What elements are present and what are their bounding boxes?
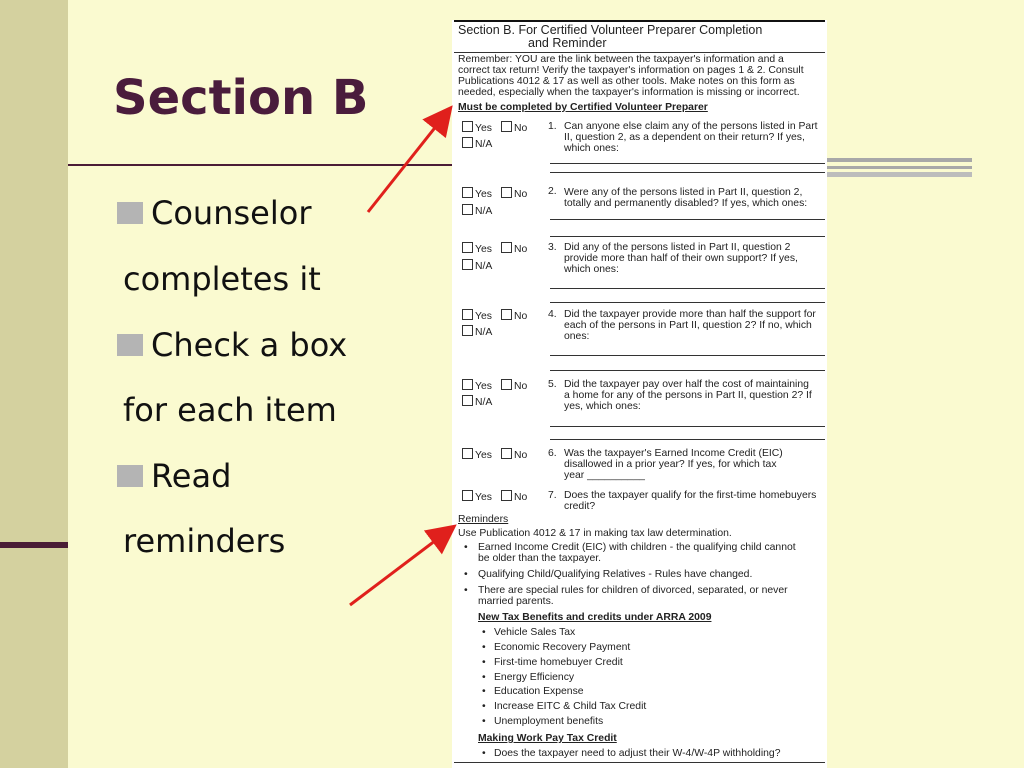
na-checkbox[interactable] bbox=[462, 259, 473, 270]
no-checkbox[interactable] bbox=[501, 379, 512, 390]
remember-line-3: Publications 4012 & 17 as well as other tools. Make notes on this form as bbox=[458, 76, 795, 87]
no-checkbox[interactable] bbox=[501, 448, 512, 459]
na-checkbox[interactable] bbox=[462, 137, 473, 148]
yes-label: Yes bbox=[475, 189, 492, 200]
form-top-rule bbox=[454, 20, 825, 22]
no-label: No bbox=[514, 311, 528, 322]
bullet-2-line-2: for each item bbox=[123, 391, 337, 429]
question-1-line-2: II, question 2, as a dependent on their return? If yes, bbox=[564, 132, 805, 143]
na-label: N/A bbox=[475, 327, 493, 338]
arra-item: Unemployment benefits bbox=[494, 716, 604, 727]
reminder-2-line-1: Qualifying Child/Qualifying Relatives - Rules have changed. bbox=[478, 569, 753, 580]
answer-line[interactable] bbox=[550, 288, 825, 289]
no-checkbox[interactable] bbox=[501, 242, 512, 253]
question-1-line-3: which ones: bbox=[564, 143, 619, 154]
yes-label: Yes bbox=[475, 123, 492, 134]
bullet-square-icon bbox=[117, 465, 143, 487]
answer-line[interactable] bbox=[550, 370, 825, 371]
question-7-line-1: Does the taxpayer qualify for the first-time homebuyers bbox=[564, 490, 817, 501]
title-divider bbox=[68, 164, 453, 166]
arra-item: Vehicle Sales Tax bbox=[494, 627, 576, 638]
no-checkbox[interactable] bbox=[501, 121, 512, 132]
bullet-1-line-1: Counselor bbox=[151, 194, 312, 232]
question-3-line-2: provide more than half of their own support? If yes, bbox=[564, 253, 798, 264]
question-5-line-1: Did the taxpayer pay over half the cost of maintaining bbox=[564, 379, 809, 390]
question-2-line-1: Were any of the persons listed in Part II, question 2, bbox=[564, 187, 803, 198]
no-checkbox[interactable] bbox=[501, 490, 512, 501]
na-label: N/A bbox=[475, 139, 493, 150]
na-checkbox[interactable] bbox=[462, 325, 473, 336]
bullet-square-icon bbox=[117, 334, 143, 356]
bullet-square-icon bbox=[117, 202, 143, 224]
answer-line[interactable] bbox=[550, 355, 825, 356]
mwp-heading: Making Work Pay Tax Credit bbox=[478, 733, 617, 744]
reminder-1-line-2: be older than the taxpayer. bbox=[478, 553, 602, 564]
arrow-to-must-complete-icon bbox=[368, 110, 449, 212]
question-4-line-1: Did the taxpayer provide more than half the support for bbox=[564, 309, 816, 320]
yes-checkbox[interactable] bbox=[462, 490, 473, 501]
slide-title: Section B bbox=[113, 70, 369, 126]
no-label: No bbox=[514, 123, 528, 134]
form-header-line-1: Section B. For Certified Volunteer Preparer Completion bbox=[458, 23, 763, 37]
answer-line[interactable] bbox=[550, 302, 825, 303]
arrow-to-reminders-icon bbox=[350, 528, 452, 605]
form-header-line-2: and Reminder bbox=[528, 36, 607, 50]
question-number: 6. bbox=[548, 448, 557, 459]
question-3-line-3: which ones: bbox=[564, 264, 619, 275]
reminders-intro: Use Publication 4012 & 17 in making tax law determination. bbox=[458, 528, 732, 539]
answer-line[interactable] bbox=[550, 236, 825, 237]
yes-label: Yes bbox=[475, 244, 492, 255]
no-label: No bbox=[514, 492, 528, 503]
question-number: 7. bbox=[548, 490, 557, 501]
yes-label: Yes bbox=[475, 492, 492, 503]
yes-label: Yes bbox=[475, 381, 492, 392]
question-4-line-2: each of the persons in Part II, question 2? If no, which bbox=[564, 320, 812, 331]
bullet-2-line-1: Check a box bbox=[151, 326, 348, 364]
question-number: 1. bbox=[548, 121, 557, 132]
question-6-line-1: Was the taxpayer's Earned Income Credit (EIC) bbox=[564, 448, 783, 459]
bullet-dot: • bbox=[464, 569, 468, 580]
no-checkbox[interactable] bbox=[501, 187, 512, 198]
na-checkbox[interactable] bbox=[462, 395, 473, 406]
arra-item: Economic Recovery Payment bbox=[494, 642, 631, 653]
mwp-item: Does the taxpayer need to adjust their W-4/W-4P withholding? bbox=[494, 748, 781, 759]
bullet-3-line-2: reminders bbox=[123, 522, 286, 560]
answer-line[interactable] bbox=[550, 172, 825, 173]
reminder-3-line-2: married parents. bbox=[478, 596, 554, 607]
yes-checkbox[interactable] bbox=[462, 121, 473, 132]
question-number: 5. bbox=[548, 379, 557, 390]
bullet-dot: • bbox=[464, 585, 468, 596]
no-checkbox[interactable] bbox=[501, 309, 512, 320]
yes-checkbox[interactable] bbox=[462, 242, 473, 253]
question-3-line-1: Did any of the persons listed in Part II, question 2 bbox=[564, 242, 791, 253]
question-6-line-3: year __________ bbox=[564, 470, 645, 481]
na-checkbox[interactable] bbox=[462, 204, 473, 215]
decorative-stripe bbox=[826, 172, 972, 177]
left-accent-line bbox=[0, 542, 68, 548]
yes-checkbox[interactable] bbox=[462, 448, 473, 459]
question-6-line-2: disallowed in a prior year? If yes, for which tax bbox=[564, 459, 777, 470]
must-be-completed-label: Must be completed by Certified Volunteer Preparer bbox=[458, 102, 708, 113]
arra-item: Energy Efficiency bbox=[494, 672, 575, 683]
answer-line[interactable] bbox=[550, 439, 825, 440]
question-4-line-3: ones: bbox=[564, 331, 590, 342]
question-7-line-2: credit? bbox=[564, 501, 596, 512]
answer-line[interactable] bbox=[550, 163, 825, 164]
question-1-line-1: Can anyone else claim any of the persons listed in Part bbox=[564, 121, 818, 132]
yes-checkbox[interactable] bbox=[462, 187, 473, 198]
question-number: 4. bbox=[548, 309, 557, 320]
form-header-rule bbox=[454, 52, 825, 53]
yes-checkbox[interactable] bbox=[462, 379, 473, 390]
remember-line-4: needed, especially when the taxpayer's information is missing or incorrect. bbox=[458, 87, 800, 98]
decorative-stripe bbox=[826, 166, 972, 169]
reminders-heading: Reminders bbox=[458, 514, 509, 525]
question-5-line-3: yes, which ones: bbox=[564, 401, 641, 412]
arra-heading: New Tax Benefits and credits under ARRA 2009 bbox=[478, 612, 712, 623]
no-label: No bbox=[514, 381, 528, 392]
arra-item: Increase EITC & Child Tax Credit bbox=[494, 701, 647, 712]
question-5-line-2: a home for any of the persons in Part II, question 2? If bbox=[564, 390, 812, 401]
remember-line-1: Remember: YOU are the link between the taxpayer's information and a bbox=[458, 54, 784, 65]
answer-line[interactable] bbox=[550, 426, 825, 427]
bullet-3-line-1: Read bbox=[151, 457, 232, 495]
question-number: 2. bbox=[548, 186, 557, 197]
question-2-line-2: totally and permanently disabled? If yes, which ones: bbox=[564, 198, 808, 209]
form-bottom-rule bbox=[454, 762, 825, 763]
form-section-b-image: Section B. For Certified Volunteer Preparer Completion and Reminder Remember: YOU are the link between the taxpayer's information and a correct tax return! Verify the taxpayer's information on pages 1 & 2. Consult Publications 4012 & 17 as well as other tools. Make notes on this form as needed, especially when the taxpayer's information is missing or incorrect. Must be completed by Certified Volunteer Preparer Yes No N/A 1. Can anyone else claim any of the persons listed in Part II, question 2, as a dependent on their return? If yes, which ones: Yes No N/A 2. Were any of the persons listed in Part II, question 2, totally and permanently disabled? If yes, which ones: Yes No N/A 3. Did any of the persons listed in Part II, question 2 provide more than half of their own support? If yes, which ones: Yes No N/A 4. Did the taxpayer provide more than half the support for each of the persons in Part II, question 2? If no, which ones: Yes No N/A 5. Did the taxpayer pay over half the cost of maintaining a home for any of the persons in Part II, question 2? If yes, which ones: Yes No 6. Was the taxpayer's Earned Income Credit (EIC) disallowed in a prior year? If yes, for which tax year __________ Yes No 7. Does the taxpayer qualify for the first-time homebuyers credit? Reminders Use Publication 4012 & 17 in making tax law determination. • Earned Income Credit (EIC) with children - the qualifying child cannot be older than the taxpayer. • Qualifying Child/Qualifying Relatives - Rules have changed. • There are special rules for children of divorced, separated, or never married parents. New Tax Benefits and credits under ARRA 2009 • Vehicle Sales Tax • Economic Recovery Payment • First-time homebuyer Credit • Energy Efficiency • Education Expense • Increase EITC & Child Tax Credit • Unemployment benefits Making Work Pay Tax Credit • Does the taxpayer need to adjust their W-4/W-4P withholding? bbox=[452, 20, 827, 768]
answer-line[interactable] bbox=[550, 219, 825, 220]
yes-checkbox[interactable] bbox=[462, 309, 473, 320]
arra-item: First-time homebuyer Credit bbox=[494, 657, 623, 668]
remember-line-2: correct tax return! Verify the taxpayer's information on pages 1 & 2. Consult bbox=[458, 65, 804, 76]
bullet-dot: • bbox=[464, 542, 468, 553]
decorative-stripe bbox=[826, 158, 972, 162]
arra-item: Education Expense bbox=[494, 686, 584, 697]
yes-label: Yes bbox=[475, 450, 492, 461]
no-label: No bbox=[514, 450, 528, 461]
no-label: No bbox=[514, 244, 528, 255]
na-label: N/A bbox=[475, 206, 493, 217]
na-label: N/A bbox=[475, 261, 493, 272]
left-accent-band bbox=[0, 0, 68, 768]
na-label: N/A bbox=[475, 397, 493, 408]
bullet-1-line-2: completes it bbox=[123, 260, 321, 298]
no-label: No bbox=[514, 189, 528, 200]
yes-label: Yes bbox=[475, 311, 492, 322]
reminder-3-line-1: There are special rules for children of divorced, separated, or never bbox=[478, 585, 788, 596]
question-number: 3. bbox=[548, 242, 557, 253]
reminder-1-line-1: Earned Income Credit (EIC) with children - the qualifying child cannot bbox=[478, 542, 796, 553]
